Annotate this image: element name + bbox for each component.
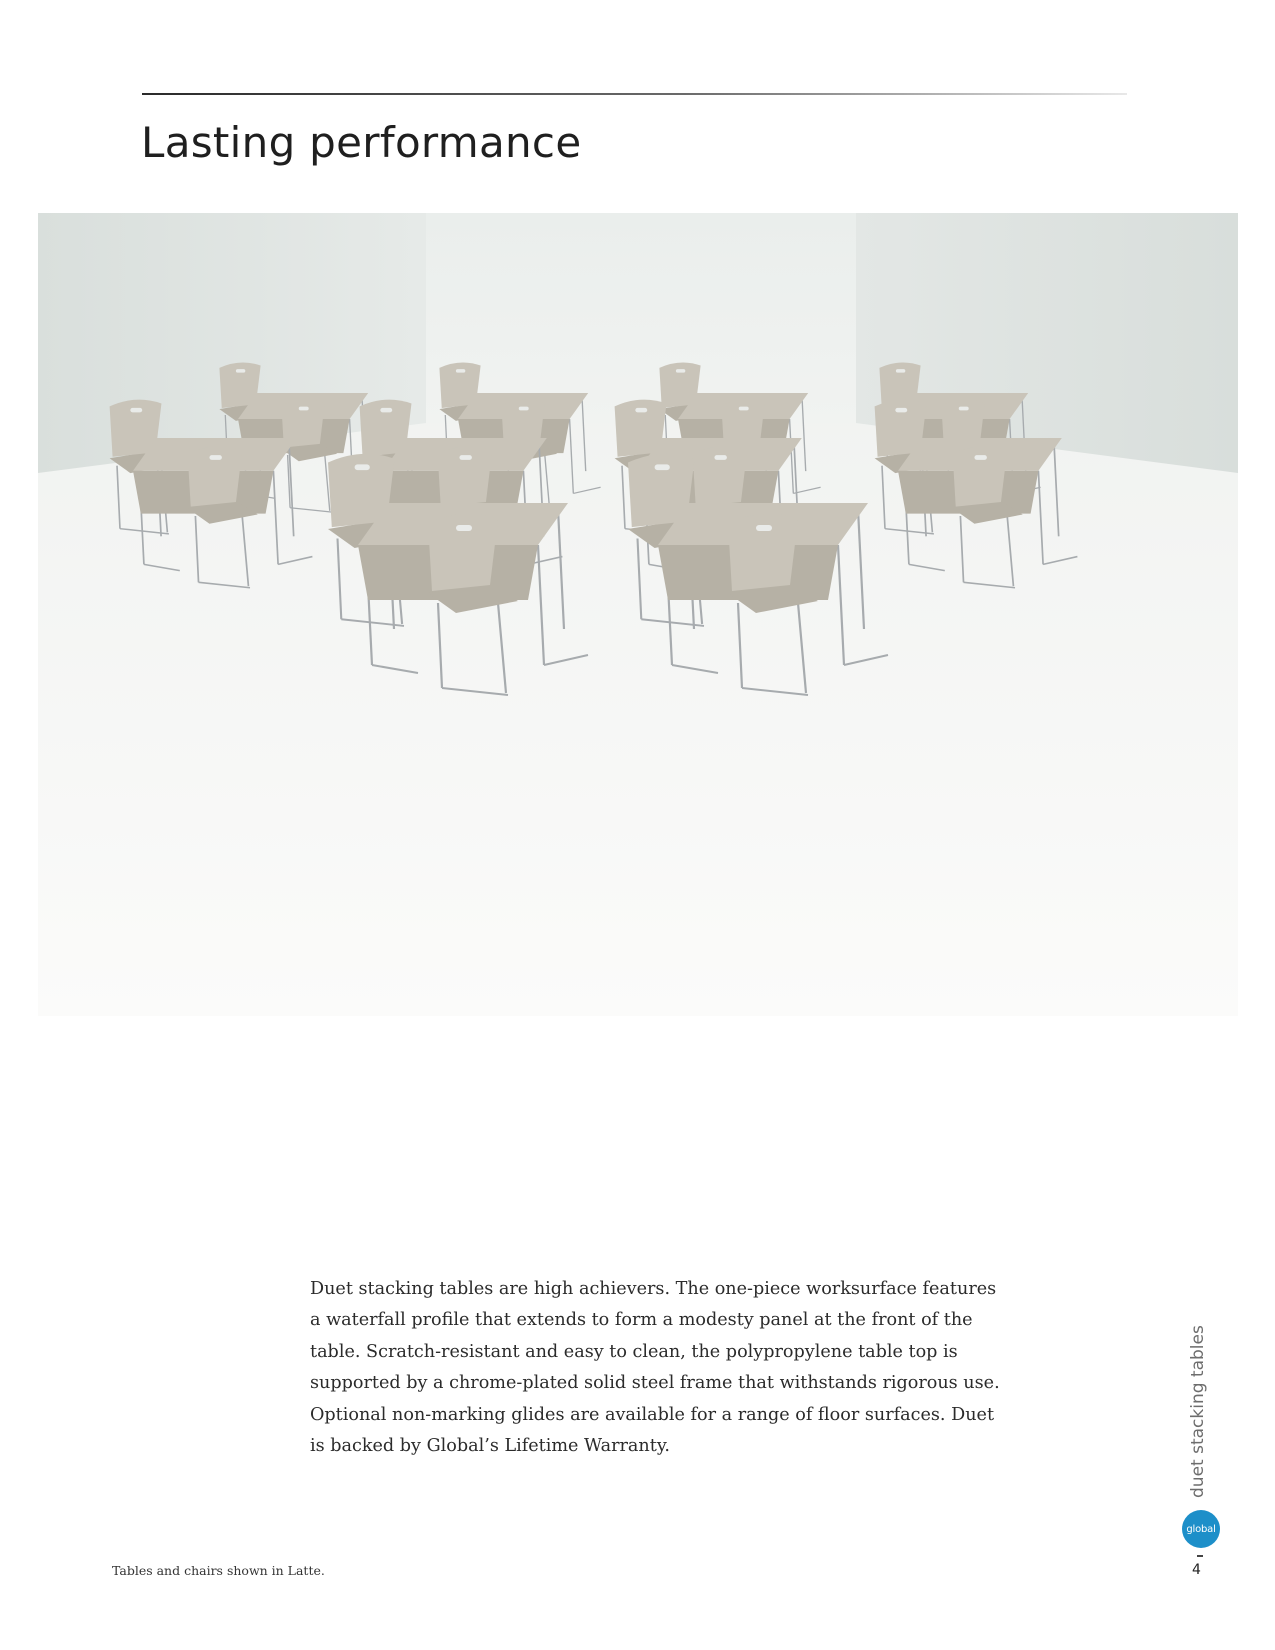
- photo-caption: Tables and chairs shown in Latte.: [112, 1563, 325, 1578]
- global-logo: [1182, 1510, 1220, 1548]
- chair-handle: [895, 408, 907, 412]
- chair-handle: [655, 464, 670, 470]
- page-title: Lasting performance: [141, 118, 582, 167]
- chair-handle: [380, 408, 392, 412]
- top-rule: [142, 93, 1127, 95]
- chair-handle: [130, 408, 142, 412]
- classroom-tables-chairs-illustration: [38, 213, 1238, 1016]
- chair-handle: [209, 455, 221, 460]
- chair-handle: [456, 369, 465, 373]
- chair-handle: [236, 369, 245, 373]
- product-label: duet stacking tables: [1188, 1325, 1208, 1498]
- divider-tick: [1197, 1555, 1203, 1557]
- chair-handle: [299, 407, 309, 411]
- chair-handle: [739, 407, 749, 411]
- chair-handle: [714, 455, 726, 460]
- chair-handle: [635, 408, 647, 412]
- chair-handle: [519, 407, 529, 411]
- logo-text: global: [1186, 1523, 1216, 1535]
- chair-handle: [896, 369, 905, 373]
- chair-handle: [459, 455, 471, 460]
- chair-handle: [756, 525, 772, 531]
- product-photo: [38, 213, 1238, 1016]
- back-wall: [426, 213, 856, 423]
- chair-handle: [676, 369, 685, 373]
- chair-handle: [974, 455, 986, 460]
- chair-handle: [959, 407, 969, 411]
- body-copy: Duet stacking tables are high achievers. The one-piece worksurface features a waterfall profile that extends to form a modesty panel at the front of the table. Scratch-resistant and easy to clean, the polypropylene table top is supported by a chrome-plated solid steel frame that withstands rigorous use. Optional non-marking glides are available for a range of floor surfaces. Duet is backed by Global’s Lifetime Warranty.: [310, 1279, 1000, 1457]
- chair-handle: [355, 464, 370, 470]
- chair-handle: [456, 525, 472, 531]
- page-number: 4: [1192, 1562, 1201, 1578]
